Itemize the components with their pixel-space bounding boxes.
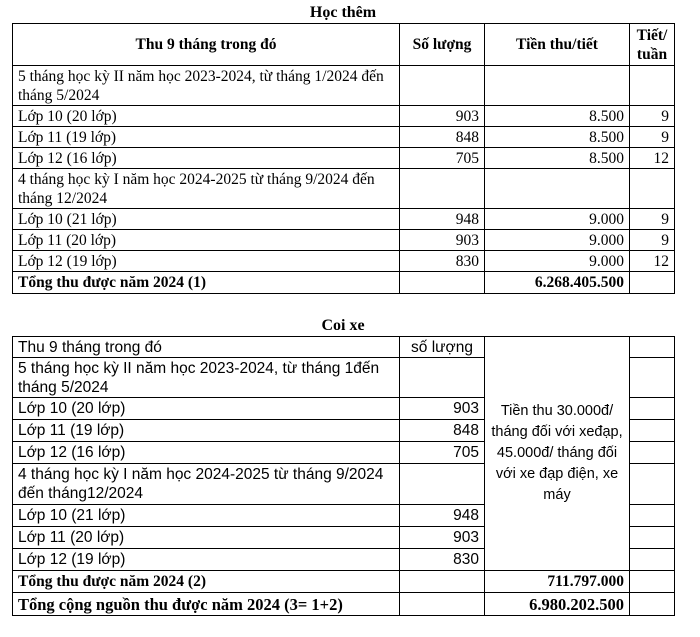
total-value: 6.268.405.500 [485, 272, 630, 294]
row-qty: 830 [400, 549, 485, 571]
row-label: Lớp 11 (19 lớp) [13, 420, 400, 442]
header-thu: Thu 9 tháng trong đó [13, 337, 400, 358]
grand-total-row [13, 593, 675, 616]
row-qty: 705 [400, 148, 485, 169]
row-fee: 8.500 [485, 106, 630, 127]
row-periods: 12 [630, 148, 675, 169]
row-qty: 903 [400, 230, 485, 251]
group2-label: 4 tháng học kỳ I năm học 2024-2025 từ tháng 9/2024 đến tháng12/2024 [13, 464, 400, 505]
table-row [13, 106, 675, 127]
row-periods: 12 [630, 251, 675, 272]
row-fee: 8.500 [485, 127, 630, 148]
row-label: Lớp 12 (16 lớp) [13, 442, 400, 464]
table-header-row [13, 337, 675, 358]
section-title-coi-xe: Coi xe [321, 317, 365, 334]
row-qty: 948 [400, 505, 485, 527]
group1-label: 5 tháng học kỳ II năm học 2023-2024, từ tháng 1/2024 đến tháng 5/2024 [13, 66, 400, 106]
fee-note: Tiền thu 30.000đ/ tháng đối với xeđạp, 45.000đ/ tháng đối với xe đạp điện, xe máy [485, 337, 630, 571]
row-label: Lớp 10 (21 lớp) [13, 505, 400, 527]
total-value: 711.797.000 [485, 571, 630, 593]
table-row [13, 209, 675, 230]
total-label: Tổng thu được năm 2024 (2) [13, 571, 400, 593]
row-label: Lớp 11 (19 lớp) [13, 127, 400, 148]
total-row [13, 571, 675, 593]
grand-total-value: 6.980.202.500 [485, 593, 630, 616]
row-label: Lớp 12 (19 lớp) [13, 251, 400, 272]
row-fee: 9.000 [485, 251, 630, 272]
row-periods: 9 [630, 106, 675, 127]
table-row [13, 148, 675, 169]
total-row [13, 272, 675, 294]
row-label: Lớp 12 (19 lớp) [13, 549, 400, 571]
row-label: Lớp 12 (16 lớp) [13, 148, 400, 169]
parking-table [12, 336, 675, 616]
header-so-luong: Số lượng [400, 24, 485, 66]
table-row [13, 230, 675, 251]
header-tien-thu: Tiền thu/tiết [485, 24, 630, 66]
group2-label: 4 tháng học kỳ I năm học 2024-2025 từ tháng 9/2024 đến tháng 12/2024 [13, 169, 400, 209]
group1-label: 5 tháng học kỳ II năm học 2023-2024, từ tháng 1đến tháng 5/2024 [13, 358, 400, 398]
row-label: Lớp 10 (20 lớp) [13, 398, 400, 420]
row-label: Lớp 11 (20 lớp) [13, 230, 400, 251]
section-title-hoc-them: Học thêm [309, 4, 377, 21]
grand-total-label: Tổng cộng nguồn thu được năm 2024 (3= 1+2) [13, 593, 400, 616]
table-row [13, 251, 675, 272]
group-row [13, 169, 675, 209]
row-fee: 9.000 [485, 230, 630, 251]
row-qty: 848 [400, 420, 485, 442]
header-so-luong: số lượng [400, 337, 485, 358]
row-qty: 830 [400, 251, 485, 272]
table-row [13, 127, 675, 148]
row-qty: 948 [400, 209, 485, 230]
row-qty: 903 [400, 527, 485, 549]
group-row [13, 66, 675, 106]
row-periods: 9 [630, 127, 675, 148]
row-label: Lớp 10 (20 lớp) [13, 106, 400, 127]
row-fee: 9.000 [485, 209, 630, 230]
row-periods: 9 [630, 230, 675, 251]
row-qty: 903 [400, 106, 485, 127]
header-thu: Thu 9 tháng trong đó [13, 24, 400, 66]
tuition-table [12, 23, 675, 294]
table-header-row [13, 24, 675, 66]
row-label: Lớp 11 (20 lớp) [13, 527, 400, 549]
row-label: Lớp 10 (21 lớp) [13, 209, 400, 230]
row-qty: 705 [400, 442, 485, 464]
total-label: Tổng thu được năm 2024 (1) [13, 272, 400, 294]
row-qty: 848 [400, 127, 485, 148]
row-qty: 903 [400, 398, 485, 420]
header-tiet-tuan: Tiết/ tuần [630, 24, 675, 66]
row-periods: 9 [630, 209, 675, 230]
row-fee: 8.500 [485, 148, 630, 169]
